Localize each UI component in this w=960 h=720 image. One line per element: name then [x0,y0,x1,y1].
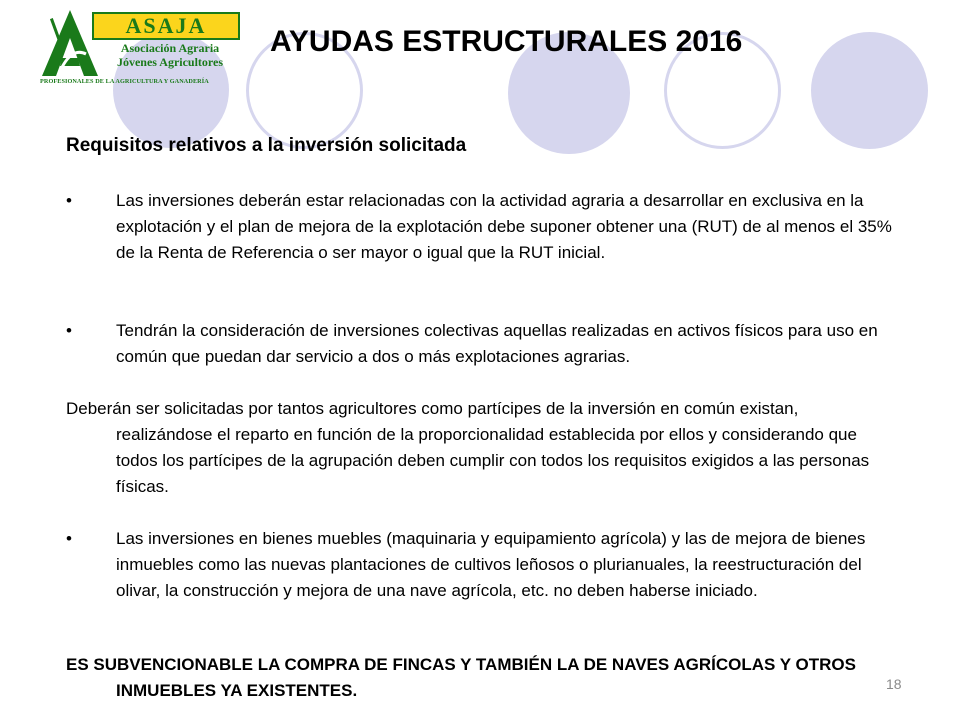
paragraph-text: ES SUBVENCIONABLE LA COMPRA DE FINCAS Y TAMBIÉN LA DE NAVES AGRÍCOLAS Y OTROS INMUEBLES YA EXISTENTES. [66,655,856,700]
paragraph-text: Tendrán la consideración de inversiones colectivas aquellas realizadas en activos físicos para uso en común que puedan dar servicio a dos o más explotaciones agrarias. [116,321,878,366]
bullet-icon: • [66,191,72,210]
bullet-icon: • [66,529,72,548]
logo-line-2: Jóvenes Agricultores [116,55,224,69]
closing-statement [66,652,896,704]
logo-title: ASAJA [92,12,240,40]
paragraph-text: Las inversiones en bienes muebles (maquinaria y equipamiento agrícola) y las de mejora de bienes inmuebles como las nuevas plantaciones de cultivos leñosos o plurianuales, la reestructuración del olivar, la construcción y mejora de una nave agrícola, etc. no deben haberse iniciado. [116,529,866,600]
logo-a-mark-icon [40,6,100,78]
plain-paragraph [66,396,896,500]
paragraph-text: Deberán ser solicitadas por tantos agricultores como partícipes de la inversión en común existan, realizándose el reparto en función de la proporcionalidad establecida por ellos y considerando que todos los partícipes de la agrupación deben cumplir con todos los requisitos exigidos a las personas físicas. [66,399,870,496]
page-number: 18 [886,676,902,692]
decor-circle [811,32,928,149]
paragraph-text: Las inversiones deberán estar relacionadas con la actividad agraria a desarrollar en exclusiva en la explotación y el plan de mejora de la explotación debe suponer obtener una (RUT) de al menos el 35% de la Renta de Referencia o ser mayor o igual que la RUT inicial. [116,191,892,262]
logo-tagline: PROFESIONALES DE LA AGRICULTURA Y GANADERÍA [40,78,209,85]
logo-line-1: Asociación Agraria [120,41,220,55]
asaja-logo [40,6,240,92]
bullet-paragraph [66,188,896,266]
bullet-paragraph [66,318,896,370]
section-heading: Requisitos relativos a la inversión solicitada [66,135,467,156]
bullet-icon: • [66,321,72,340]
slide-title: AYUDAS ESTRUCTURALES 2016 [270,25,743,58]
bullet-paragraph [66,526,896,604]
